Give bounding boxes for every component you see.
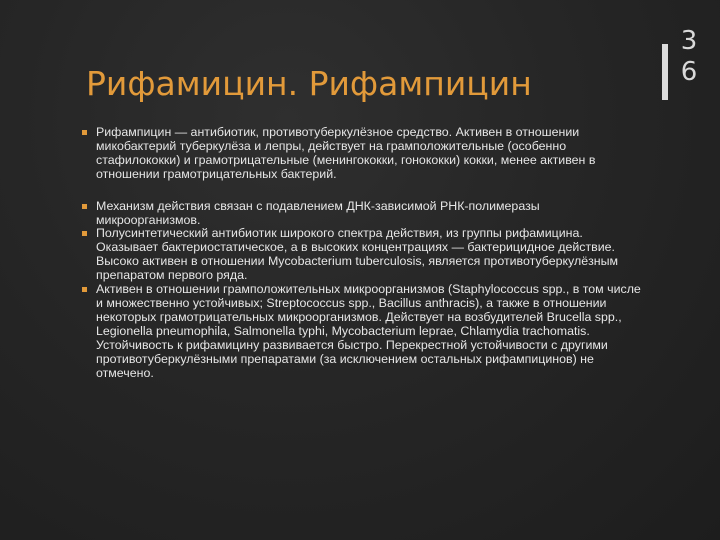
bullet-list	[82, 126, 642, 380]
bullet-item	[82, 200, 642, 228]
square-bullet-icon	[82, 204, 87, 209]
square-bullet-icon	[82, 130, 87, 135]
slide-title: Рифамицин. Рифампицин	[86, 64, 532, 103]
bullet-text: Полусинтетический антибиотик широкого спектра действия, из группы рифамицина. Оказывает бактериостатическое, а в высоких концентрациях — бактерицидное действие. Высоко активен в отношении Mycobacterium tuberculosis, является противотуберкулёзным препаратом первого ряда.	[96, 226, 619, 283]
bullet-item	[82, 227, 642, 283]
bullet-item	[82, 126, 642, 182]
bullet-text: Механизм действия связан с подавлением ДНК-зависимой РНК-полимеразы микроорганизмов.	[96, 198, 540, 227]
slide-number	[676, 26, 702, 88]
bullet-text: Активен в отношении грамположительных микроорганизмов (Staphylococcus spp., в том числе и множественно устойчивых; Streptococcus spp., Bacillus anthracis), а также в отношении некоторых грамотрицательных микроорганизмов. Действует на возбудителей Brucella spp., Legionella pneumophila, Salmonella typhi, Mycobacterium leprae, Chlamydia trachomatis. Устойчивость к рифамицину развивается быстро. Перекрестной устойчивости с другими противотуберкулёзными препаратами (за исключением остальных рифампицинов) не отмечено.	[96, 282, 641, 380]
bullet-item	[82, 283, 642, 380]
bullet-text: Рифампицин — антибиотик, противотуберкулёзное средство. Активен в отношении микобактерий туберкулёза и лепры, действует на грамположительные (особенно стафилококки) и грамотрицательные (менингококки, гонококки) кокки, менее активен в отношении грамотрицательных бактерий.	[96, 125, 596, 181]
slide-number-digit-2: 6	[680, 57, 698, 87]
accent-bar	[662, 44, 668, 100]
square-bullet-icon	[82, 287, 87, 292]
slide-number-digit-1: 3	[680, 26, 698, 56]
square-bullet-icon	[82, 231, 87, 236]
